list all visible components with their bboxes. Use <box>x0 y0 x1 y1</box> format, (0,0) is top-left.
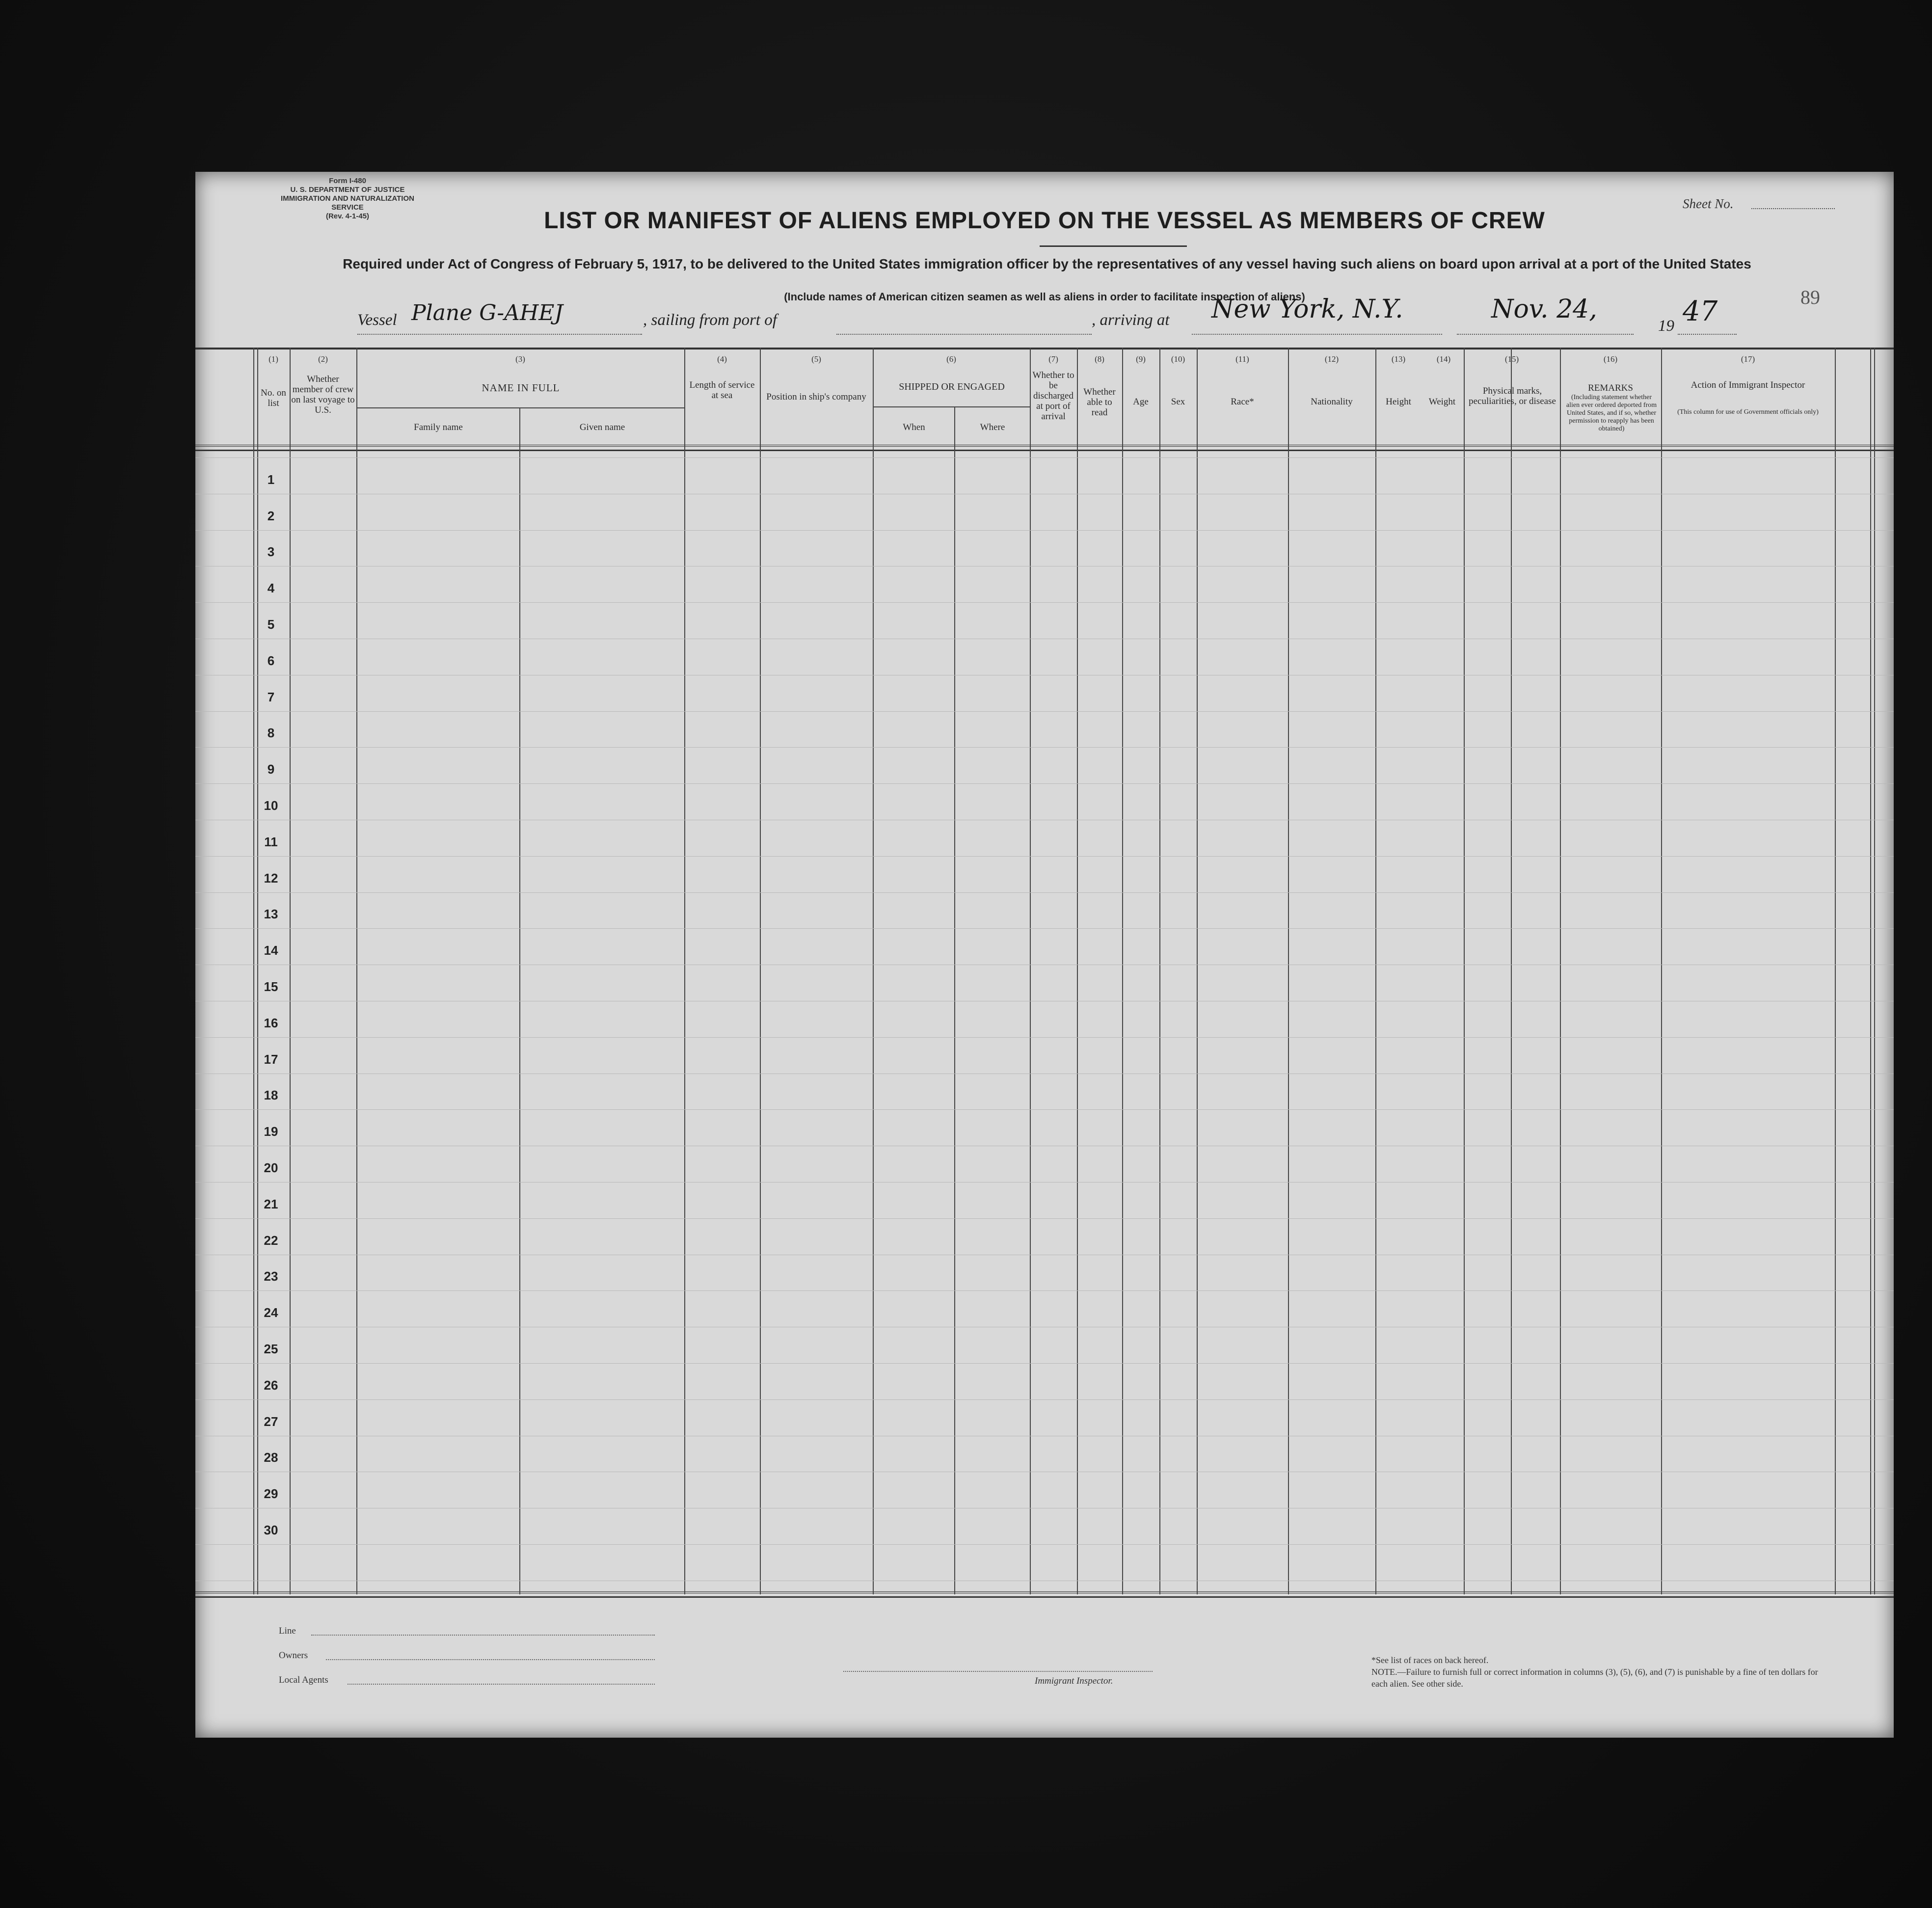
arrival-date[interactable]: Nov. 24, <box>1491 295 1597 324</box>
header-discharged: Whether to be discharged at port of arrival <box>1032 370 1074 422</box>
inspector-label: Immigrant Inspector. <box>1035 1676 1113 1686</box>
column-divider <box>1288 348 1289 1594</box>
column-divider <box>1511 348 1512 1594</box>
column-divider <box>1870 348 1871 1594</box>
header-race: Race* <box>1231 397 1254 407</box>
row-rule <box>195 1109 1894 1110</box>
column-number: (7) <box>1048 354 1058 364</box>
header-sex: Sex <box>1171 397 1185 407</box>
column-number: (15) <box>1504 354 1519 364</box>
arrival-date-field-line <box>1457 334 1634 335</box>
line-field[interactable] <box>311 1635 655 1636</box>
row-number: 10 <box>264 798 278 813</box>
table-top-border <box>195 348 1894 349</box>
header-inspector-detail: (This column for use of Government officials only) <box>1677 408 1819 416</box>
row-number: 17 <box>264 1052 278 1067</box>
row-number: 8 <box>267 726 275 740</box>
column-number: (8) <box>1095 354 1104 364</box>
row-rule <box>195 530 1894 531</box>
column-number: (12) <box>1324 354 1339 364</box>
row-number: 28 <box>264 1450 278 1465</box>
header-position: Position in ship's company <box>766 392 866 402</box>
owners-field[interactable] <box>326 1659 655 1660</box>
table-bottom-border <box>195 1591 1894 1598</box>
header-member-last-voyage: Whether member of crew on last voyage to U.S. <box>291 374 355 415</box>
row-number: 4 <box>267 581 275 595</box>
form-revision: (Rev. 4-1-45) <box>325 212 370 220</box>
row-rule <box>195 1037 1894 1038</box>
row-number: 20 <box>264 1160 278 1175</box>
arriving-at-field-line <box>1192 334 1442 335</box>
row-number: 26 <box>264 1378 278 1393</box>
column-divider <box>1661 348 1662 1594</box>
inspector-signature-field[interactable] <box>843 1671 1153 1672</box>
row-number: 22 <box>264 1233 278 1248</box>
header-remarks: REMARKS <box>1588 383 1633 393</box>
column-divider <box>1030 348 1031 1594</box>
column-divider <box>1464 348 1465 1594</box>
year-prefix: 19 <box>1658 317 1674 335</box>
row-rule <box>195 928 1894 929</box>
row-rule <box>195 856 1894 857</box>
row-number: 15 <box>264 979 278 994</box>
column-number: (13) <box>1391 354 1406 364</box>
column-divider <box>1835 348 1836 1594</box>
column-divider <box>1375 348 1376 1594</box>
footer-line-label: Line <box>279 1626 296 1636</box>
column-number: (4) <box>717 354 727 364</box>
row-number: 19 <box>264 1124 278 1139</box>
row-number: 3 <box>267 544 275 559</box>
name-subheader-rule <box>357 407 684 408</box>
column-divider <box>954 406 955 1594</box>
header-length-of-service: Length of service at sea <box>689 380 755 401</box>
service-name: IMMIGRATION AND NATURALIZATION SERVICE <box>281 194 414 212</box>
arrival-year[interactable]: 47 <box>1683 296 1718 327</box>
header-family-name: Family name <box>414 422 463 432</box>
header-inspector-action: Action of Immigrant Inspector <box>1690 380 1805 390</box>
form-number: Form I-480 <box>329 177 366 185</box>
row-rule <box>195 892 1894 893</box>
header-name-in-full: NAME IN FULL <box>482 382 560 394</box>
footer-owners-label: Owners <box>279 1650 308 1661</box>
requirement-text: Required under Act of Congress of February 5, 1917, to be delivered to the United States immigration officer by the representatives of any vessel having such aliens on board upon arrival at a port of the United States <box>343 256 1751 271</box>
row-rule <box>195 1399 1894 1400</box>
row-rule <box>195 747 1894 748</box>
header-shipped-or-engaged: SHIPPED OR ENGAGED <box>899 381 1005 392</box>
column-divider <box>290 348 291 1594</box>
row-number: 2 <box>267 509 275 523</box>
column-divider <box>257 348 258 1594</box>
header-weight: Weight <box>1428 397 1456 407</box>
column-number: (2) <box>318 354 328 364</box>
row-number: 1 <box>267 472 275 487</box>
header-when: When <box>903 422 925 432</box>
row-number: 11 <box>264 834 278 849</box>
row-number: 21 <box>264 1197 278 1211</box>
header-no-on-list: No. on list <box>261 388 286 408</box>
sailing-from-label: , sailing from port of <box>643 311 777 329</box>
row-number: 14 <box>264 943 278 958</box>
column-divider <box>1122 348 1123 1594</box>
sheet-number-label: Sheet No. <box>1683 196 1734 211</box>
row-number: 6 <box>267 653 275 668</box>
row-number: 5 <box>267 617 275 632</box>
local-agents-field[interactable] <box>348 1684 655 1685</box>
header-physical-marks: Physical marks, peculiarities, or disease <box>1469 386 1556 406</box>
footer-agents-label: Local Agents <box>279 1675 328 1685</box>
header-nationality: Nationality <box>1311 397 1353 407</box>
row-rule <box>195 1544 1894 1545</box>
column-divider <box>1560 348 1561 1594</box>
row-rule <box>195 602 1894 603</box>
column-divider <box>356 348 357 1594</box>
include-note: (Include names of American citizen seamen as well as aliens in order to facilitate inspection of aliens) <box>784 291 1305 303</box>
column-number: (9) <box>1136 354 1146 364</box>
row-number: 30 <box>264 1523 278 1537</box>
column-number: (6) <box>946 354 956 364</box>
column-number: (17) <box>1741 354 1755 364</box>
row-number: 16 <box>264 1016 278 1030</box>
title-underline <box>1040 245 1187 247</box>
row-rule <box>195 1290 1894 1291</box>
race-footnote: *See list of races on back hereof. <box>1371 1655 1489 1665</box>
header-where: Where <box>980 422 1005 432</box>
row-rule <box>195 783 1894 784</box>
vessel-name[interactable]: Plane G-AHEJ <box>411 300 564 325</box>
row-number: 27 <box>264 1414 278 1429</box>
column-number: (10) <box>1171 354 1185 364</box>
failure-note: NOTE.—Failure to furnish full or correct information in columns (3), (5), (6), and (7) is punishable by a fine of ten dollars for each alien. See other side. <box>1371 1667 1818 1689</box>
column-number: (16) <box>1603 354 1618 364</box>
header-height: Height <box>1386 397 1411 407</box>
row-number: 23 <box>264 1269 278 1284</box>
row-number: 29 <box>264 1486 278 1501</box>
row-number: 13 <box>264 907 278 921</box>
column-divider <box>253 348 254 1594</box>
page-title: LIST OR MANIFEST OF ALIENS EMPLOYED ON THE VESSEL AS MEMBERS OF CREW <box>544 208 1545 234</box>
department-name: U. S. DEPARTMENT OF JUSTICE <box>290 186 405 194</box>
vessel-field-line <box>357 334 642 335</box>
header-remarks-detail: (Including statement whether alien ever ordered deported from United States, and if so, whether permission to reapply has been obtained) <box>1566 394 1657 432</box>
row-rule <box>195 457 1894 458</box>
arriving-at-value[interactable]: New York, N.Y. <box>1211 295 1403 324</box>
header-given-name: Given name <box>579 422 625 432</box>
vessel-label: Vessel <box>357 311 397 329</box>
row-rule <box>195 1218 1894 1219</box>
year-field-line <box>1678 334 1737 335</box>
column-number: (11) <box>1235 354 1249 364</box>
shipped-subheader-rule <box>874 406 1030 407</box>
row-rule <box>195 711 1894 712</box>
page-number: 89 <box>1800 286 1820 308</box>
row-number: 25 <box>264 1342 278 1356</box>
row-rule <box>195 1363 1894 1364</box>
column-number: (3) <box>515 354 525 364</box>
sailing-from-field[interactable] <box>836 334 1092 335</box>
row-number: 24 <box>264 1305 278 1320</box>
column-divider <box>1874 348 1875 1594</box>
column-number: (1) <box>268 354 278 364</box>
row-number: 12 <box>264 871 278 886</box>
row-number: 7 <box>267 690 275 704</box>
header-able-to-read: Whether able to read <box>1083 387 1116 418</box>
column-divider <box>684 348 685 1594</box>
column-number: (5) <box>811 354 821 364</box>
column-divider <box>873 348 874 1594</box>
column-divider <box>1197 348 1198 1594</box>
header-age: Age <box>1133 397 1149 407</box>
column-number: (14) <box>1436 354 1451 364</box>
column-divider <box>760 348 761 1594</box>
arriving-at-label: , arriving at <box>1092 311 1170 329</box>
row-number: 18 <box>264 1088 278 1102</box>
column-divider <box>1159 348 1160 1594</box>
column-divider <box>1077 348 1078 1594</box>
table-header-border <box>195 445 1894 451</box>
manifest-sheet <box>195 172 1894 1738</box>
row-number: 9 <box>267 762 275 777</box>
